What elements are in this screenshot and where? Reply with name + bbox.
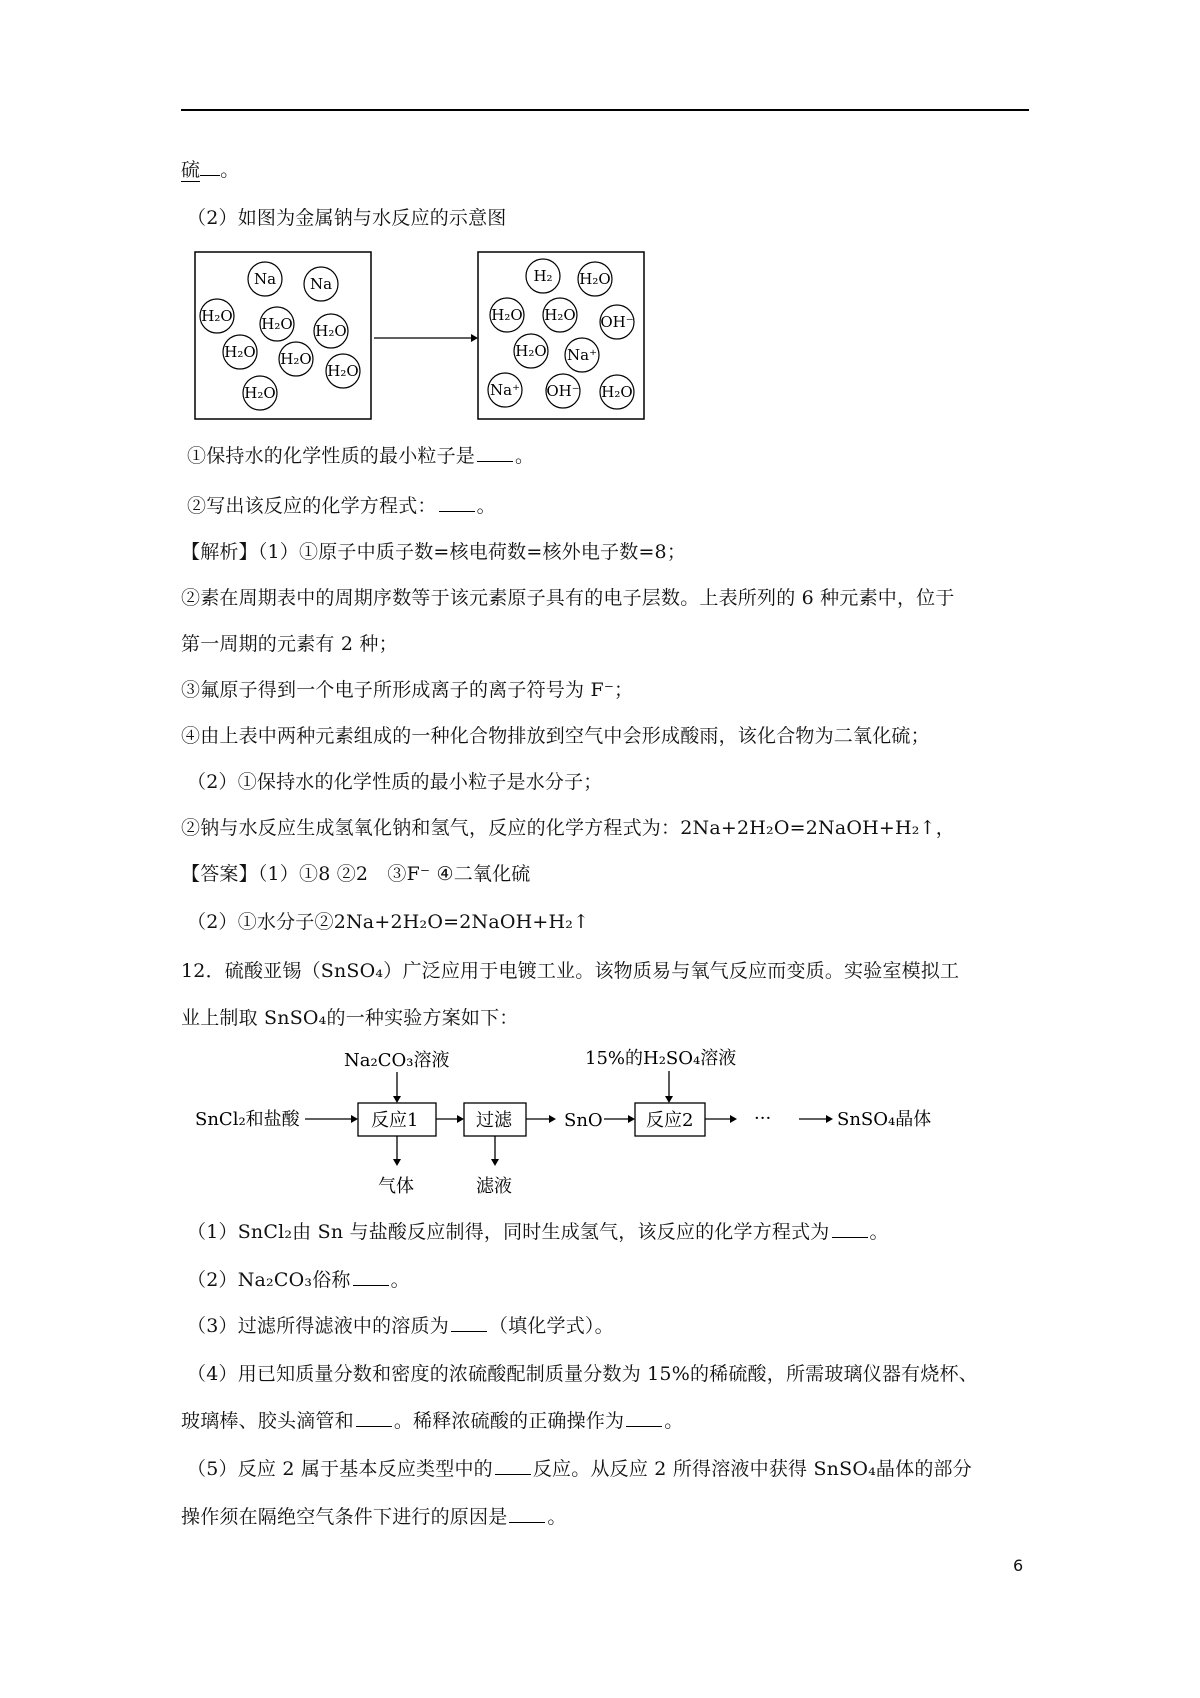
reactant-particle-label: H₂O — [201, 307, 233, 325]
analysis-line-2: ②素在周期表中的周期序数等于该元素原子具有的电子层数。上表所列的 6 种元素中，位于 — [181, 587, 955, 609]
flow-box3-label: 反应2 — [646, 1110, 694, 1131]
flow-reagent1: Na₂CO₃溶液 — [344, 1050, 450, 1071]
answer-blank[interactable] — [353, 1267, 389, 1286]
product-particle-label: OH⁻ — [600, 313, 634, 331]
question-12-line-2: 业上制取 SnSO₄的一种实验方案如下： — [181, 1007, 519, 1029]
flow-input: SnCl₂和盐酸 — [195, 1109, 300, 1130]
product-particle-label: H₂O — [491, 306, 523, 324]
answer-blank[interactable] — [356, 1408, 392, 1427]
header-rule — [181, 109, 1029, 111]
sub-question-4b: 玻璃棒、胶头滴管和 。稀释浓硫酸的正确操作为 。 — [181, 1410, 684, 1432]
page-number: 6 — [1013, 1556, 1024, 1575]
product-particle-label: H₂O — [515, 342, 547, 360]
analysis-line-7: ②钠与水反应生成氢氧化钠和氢气，反应的化学方程式为：2Na+2H₂O=2NaOH+H₂↑， — [181, 817, 955, 839]
sub-question-4a: （4）用已知质量分数和密度的浓硫酸配制质量分数为 15%的稀硫酸，所需玻璃仪器有烧杯、 — [187, 1363, 978, 1385]
answer-blank[interactable] — [477, 443, 513, 462]
analysis-line-5: ④由上表中两种元素组成的一种化合物排放到空气中会形成酸雨，该化合物为二氧化硫； — [181, 725, 930, 747]
sub-question-3: （3）过滤所得滤液中的溶质为 （填化学式）。 — [187, 1315, 614, 1337]
answer-blank[interactable] — [495, 1456, 531, 1475]
product-particle-label: H₂O — [544, 306, 576, 324]
flow-product: SnSO₄晶体 — [837, 1109, 932, 1130]
analysis-line-4: ③氟原子得到一个电子所形成离子的离子符号为 F⁻； — [181, 679, 634, 701]
flow-mid: SnO — [564, 1110, 603, 1131]
question-2-2: ②写出该反应的化学方程式： 。 — [187, 495, 496, 517]
reactant-particle-label: H₂O — [224, 343, 256, 361]
reactant-particle-label: Na — [309, 275, 333, 293]
answer-line-2: （2）①水分子②2Na+2H₂O=2NaOH+H₂↑ — [187, 911, 590, 933]
flow-box2-label: 过滤 — [476, 1110, 512, 1131]
analysis-line-1: 【解析】（1）①原子中质子数=核电荷数=核外电子数=8； — [181, 541, 687, 563]
product-particle-label: Na⁺ — [567, 346, 597, 364]
answer-blank[interactable] — [626, 1408, 662, 1427]
reactant-particle-label: H₂O — [327, 362, 359, 380]
reactant-particle-label: H₂O — [244, 384, 276, 402]
product-particle-label: H₂ — [533, 267, 553, 285]
top-fragment: 硫 。 — [181, 159, 240, 181]
answer-blank[interactable] — [832, 1219, 868, 1238]
product-particle-label: H₂O — [579, 270, 611, 288]
product-particle-label: OH⁻ — [546, 382, 580, 400]
reactant-particle-label: H₂O — [261, 315, 293, 333]
question-12-line-1: 12．硫酸亚锡（SnSO₄）广泛应用于电镀工业。该物质易与氧气反应而变质。实验室模拟工 — [181, 960, 960, 982]
flow-out-filtrate: 滤液 — [476, 1176, 512, 1197]
flow-box1-label: 反应1 — [371, 1110, 419, 1131]
product-particle-label: Na⁺ — [490, 381, 520, 399]
flow-ellipsis: ··· — [754, 1108, 772, 1129]
sub-question-5a: （5）反应 2 属于基本反应类型中的 反应。从反应 2 所得溶液中获得 SnSO₄晶体的部分 — [187, 1458, 972, 1480]
answer-line-1: 【答案】（1）①8 ②2 ③F⁻ ④二氧化硫 — [181, 863, 531, 885]
question-2-intro: （2）如图为金属钠与水反应的示意图 — [187, 207, 507, 229]
analysis-line-3: 第一周期的元素有 2 种； — [181, 633, 398, 655]
product-particle-label: H₂O — [601, 383, 633, 401]
answer-blank[interactable] — [439, 493, 475, 512]
reactant-particle-label: H₂O — [280, 350, 312, 368]
answer-blank[interactable] — [451, 1313, 487, 1332]
reactant-particle-label: H₂O — [315, 322, 347, 340]
sodium-water-diagram — [193, 250, 663, 422]
reactant-particle-label: Na — [253, 270, 277, 288]
sub-question-5b: 操作须在隔绝空气条件下进行的原因是 。 — [181, 1506, 567, 1528]
sub-question-1: （1）SnCl₂由 Sn 与盐酸反应制得，同时生成氢气，该反应的化学方程式为 。 — [187, 1221, 889, 1243]
sub-question-2: （2）Na₂CO₃俗称 。 — [187, 1269, 410, 1291]
flow-reagent2: 15%的H₂SO₄溶液 — [585, 1048, 737, 1069]
answer-blank[interactable] — [509, 1504, 545, 1523]
analysis-line-6: （2）①保持水的化学性质的最小粒子是水分子； — [187, 771, 603, 793]
question-2-1: ①保持水的化学性质的最小粒子是 。 — [187, 445, 535, 467]
arrow-head — [471, 334, 478, 342]
process-flow-diagram — [181, 1045, 941, 1205]
flow-out-gas: 气体 — [378, 1176, 414, 1197]
